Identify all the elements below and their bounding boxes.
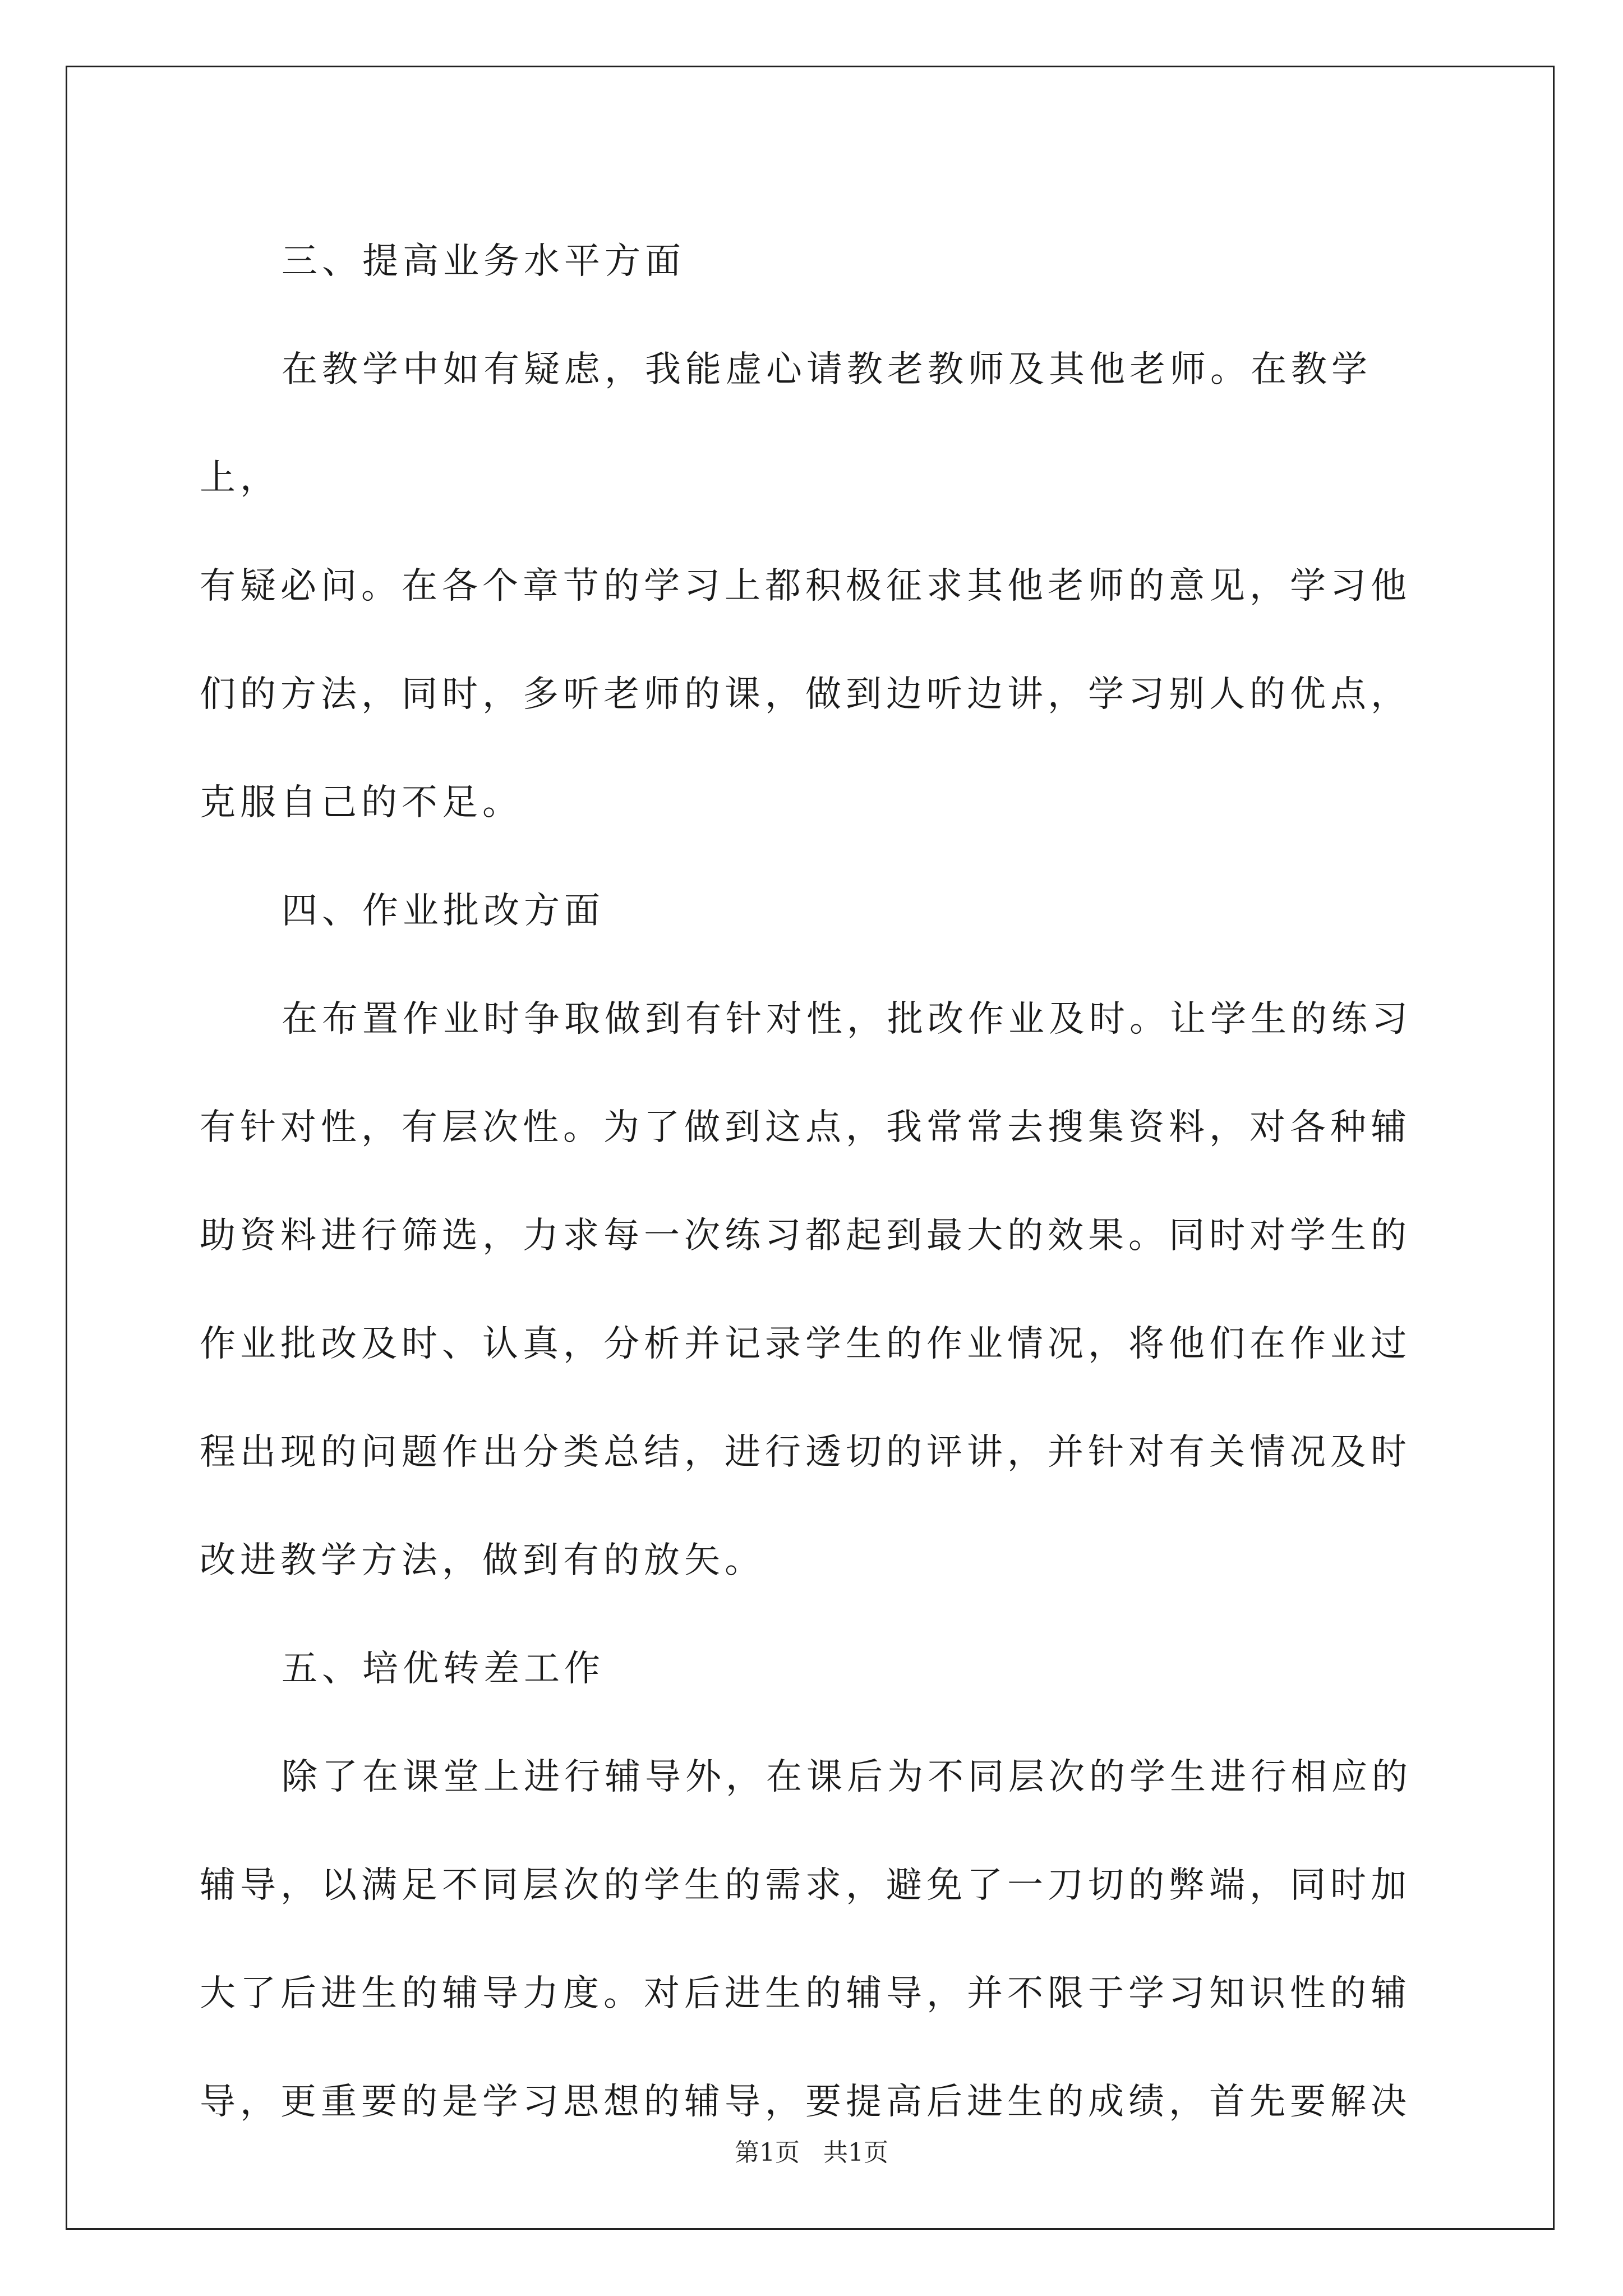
paragraph: [200, 316, 1433, 857]
page-number-total: 共1页: [823, 2138, 888, 2167]
paragraph-line: 作业批改及时、认真，分析并记录学生的作业情况，将他们在作业过: [200, 1323, 1411, 1365]
section-heading: 五、培优转差工作: [282, 1648, 605, 1690]
paragraph-line: 助资料进行筛选，力求每一次练习都起到最大的效果。同时对学生的: [200, 1215, 1411, 1257]
paragraph-line: 程出现的问题作出分类总结，进行透切的评讲，并针对有关情况及时: [200, 1432, 1411, 1473]
paragraph-line: 有疑必问。在各个章节的学习上都积极征求其他老师的意见，学习他: [200, 565, 1411, 607]
paragraph-line: 们的方法，同时，多听老师的课，做到边听边讲，学习别人的优点，: [200, 674, 1411, 715]
paragraph: [200, 965, 1433, 1615]
paragraph-line: 大了后进生的辅导力度。对后进生的辅导，并不限于学习知识性的辅: [200, 1973, 1411, 2014]
paragraph-line: 在布置作业时争取做到有针对性，批改作业及时。让学生的练习: [282, 999, 1412, 1040]
page-footer: [0, 2136, 1623, 2170]
paragraph-line: 克服自己的不足。: [200, 782, 523, 823]
paragraph-line: 在教学中如有疑虑，我能虚心请教老教师及其他老师。在教学上，: [200, 349, 1372, 499]
section-heading: 四、作业批改方面: [282, 890, 605, 932]
section-heading: 三、提高业务水平方面: [282, 241, 685, 282]
paragraph: [200, 1723, 1433, 2156]
document-body: [200, 208, 1433, 2156]
page-number-current: 第1页: [735, 2138, 800, 2167]
paragraph-line: 导，更重要的是学习思想的辅导，要提高后进生的成绩，首先要解决: [200, 2081, 1411, 2123]
paragraph-line: 除了在课堂上进行辅导外，在课后为不同层次的学生进行相应的: [282, 1756, 1412, 1798]
paragraph-line: 有针对性，有层次性。为了做到这点，我常常去搜集资料，对各种辅: [200, 1107, 1411, 1148]
paragraph-line: 辅导，以满足不同层次的学生的需求，避免了一刀切的弊端，同时加: [200, 1865, 1411, 1906]
paragraph-line: 改进教学方法，做到有的放矢。: [200, 1540, 765, 1581]
